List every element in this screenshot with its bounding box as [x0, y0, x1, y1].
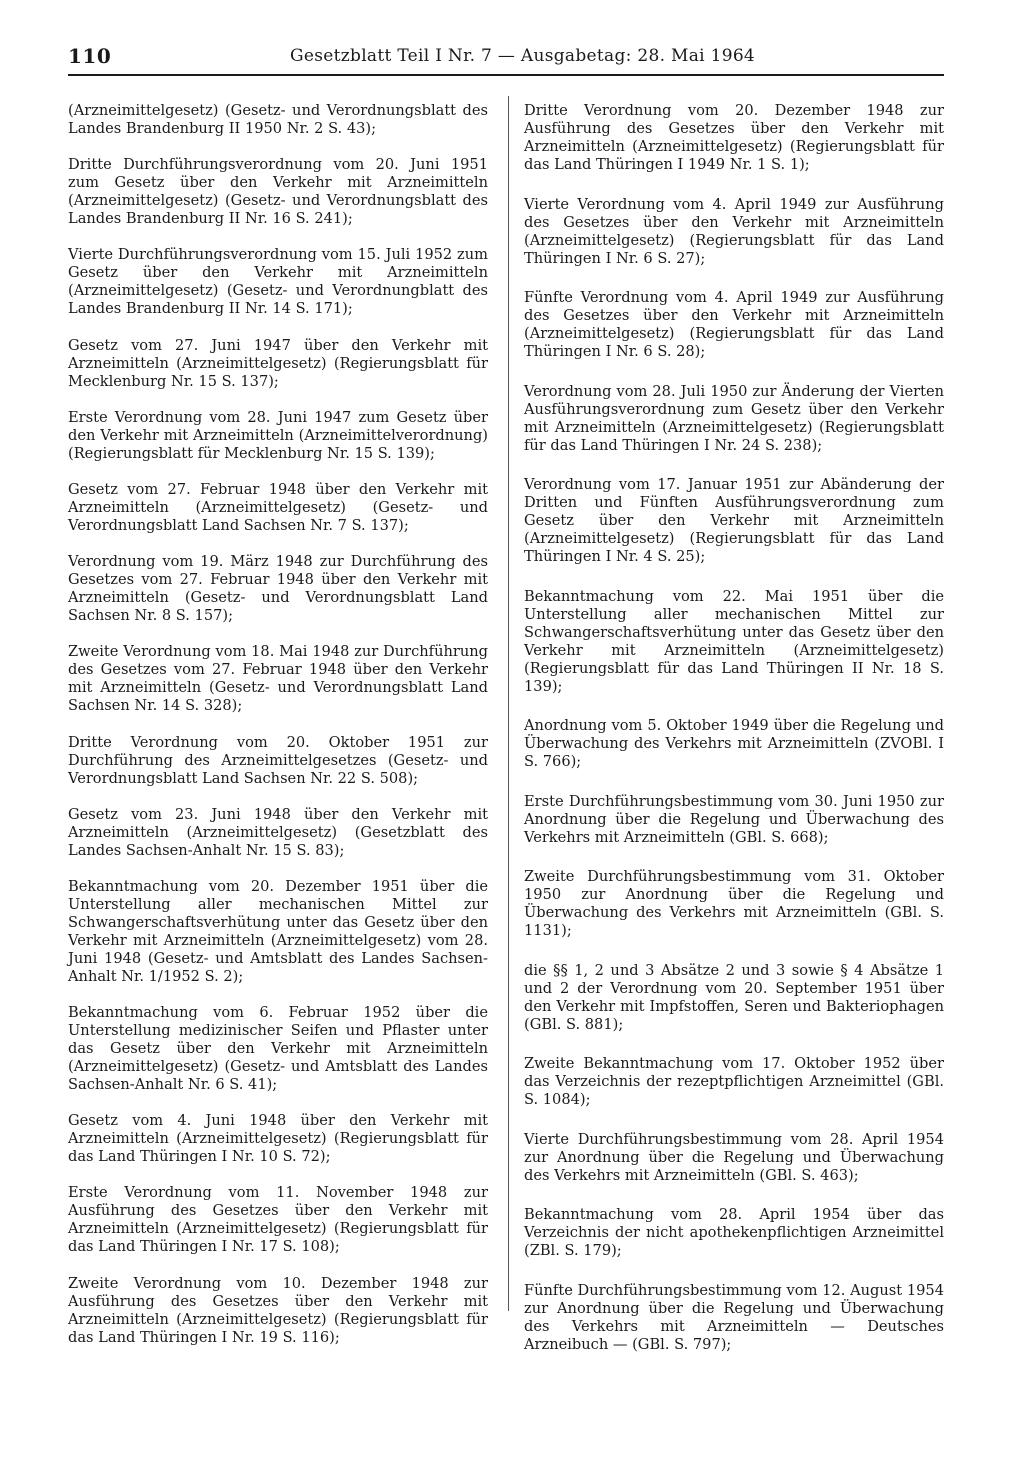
legal-reference-entry: Dritte Durchführungsverordnung vom 20. Juni 1951 zum Gesetz über den Verkehr mit Arzneimitteln (Arzneimittelgesetz) (Gesetz- und Verordnungsblatt des Landes Brandenburg II Nr. 16 S. 241);	[68, 156, 488, 228]
page-number: 110	[68, 44, 112, 68]
legal-reference-entry: Gesetz vom 27. Juni 1947 über den Verkehr mit Arzneimitteln (Arzneimittelgesetz) (Regierungsblatt für Mecklenburg Nr. 15 S. 137);	[68, 336, 488, 390]
legal-reference-entry: Zweite Verordnung vom 18. Mai 1948 zur Durchführung des Gesetzes vom 27. Februar 1948 über den Verkehr mit Arzneimitteln (Gesetz- und Verordnungsblatt Land Sachsen Nr. 14 S. 328);	[68, 643, 488, 715]
right-column	[524, 102, 944, 1375]
legal-reference-entry: Gesetz vom 27. Februar 1948 über den Verkehr mit Arzneimitteln (Arzneimittelgesetz) (Gesetz- und Verordnungsblatt Land Sachsen Nr. 7 S. 137);	[68, 480, 488, 534]
legal-reference-entry: Dritte Verordnung vom 20. Oktober 1951 zur Durchführung des Arzneimittelgesetzes (Gesetz- und Verordnungsblatt Land Sachsen Nr. 22 S. 508);	[68, 733, 488, 787]
header-rule	[68, 74, 944, 76]
legal-reference-entry: Zweite Verordnung vom 10. Dezember 1948 zur Ausführung des Gesetzes über den Verkehr mit Arzneimitteln (Arzneimittelgesetz) (Regierungsblatt für das Land Thüringen I Nr. 19 S. 116);	[68, 1274, 488, 1346]
legal-reference-entry: Fünfte Durchführungsbestimmung vom 12. August 1954 zur Anordnung über die Regelung und Überwachung des Verkehrs mit Arzneimitteln — Deutsches Arzneibuch — (GBl. S. 797);	[524, 1281, 944, 1353]
legal-reference-entry: Vierte Durchführungsverordnung vom 15. Juli 1952 zum Gesetz über den Verkehr mit Arzneimitteln (Arzneimittelgesetz) (Gesetz- und Verordnungblatt des Landes Brandenburg II Nr. 14 S. 171);	[68, 246, 488, 318]
legal-reference-entry: Bekanntmachung vom 28. April 1954 über das Verzeichnis der nicht apothekenpflichtigen Arzneimittel (ZBl. S. 179);	[524, 1206, 944, 1259]
legal-reference-entry: Fünfte Verordnung vom 4. April 1949 zur Ausführung des Gesetzes über den Verkehr mit Arzneimitteln (Arzneimittelgesetz) (Regierungsblatt für das Land Thüringen I Nr. 6 S. 28);	[524, 289, 944, 360]
legal-reference-entry: Verordnung vom 19. März 1948 zur Durchführung des Gesetzes vom 27. Februar 1948 über den Verkehr mit Arzneimitteln (Gesetz- und Verordnungsblatt Land Sachsen Nr. 8 S. 157);	[68, 553, 488, 625]
legal-reference-entry: Bekanntmachung vom 22. Mai 1951 über die Unterstellung aller mechanischen Mittel zur Schwangerschaftsverhütung unter das Gesetz über den Verkehr mit Arzneimitteln (Arzneimittelgesetz) (Regierungsblatt für das Land Thüringen II Nr. 18 S. 139);	[524, 587, 944, 695]
running-title: Gesetzblatt Teil I Nr. 7 — Ausgabetag: 28. Mai 1964	[290, 46, 756, 66]
page-header	[68, 44, 944, 74]
legal-reference-entry: Vierte Verordnung vom 4. April 1949 zur Ausführung des Gesetzes über den Verkehr mit Arzneimitteln (Arzneimittelgesetz) (Regierungsblatt für das Land Thüringen I Nr. 6 S. 27);	[524, 195, 944, 267]
column-divider	[508, 96, 509, 1311]
legal-reference-entry: Erste Verordnung vom 28. Juni 1947 zum Gesetz über den Verkehr mit Arzneimitteln (Arzneimittelverordnung) (Regierungsblatt für Mecklenburg Nr. 15 S. 139);	[68, 408, 488, 462]
legal-reference-entry: Erste Verordnung vom 11. November 1948 zur Ausführung des Gesetzes über den Verkehr mit Arzneimitteln (Arzneimittelgesetz) (Regierungsblatt für das Land Thüringen I Nr. 17 S. 108);	[68, 1184, 488, 1256]
legal-reference-entry: Verordnung vom 17. Januar 1951 zur Abänderung der Dritten und Fünften Ausführungsverordnung zum Gesetz über den Verkehr mit Arzneimitteln (Arzneimittelgesetz) (Regierungsblatt für das Land Thüringen I Nr. 4 S. 25);	[524, 476, 944, 565]
legal-reference-entry: Verordnung vom 28. Juli 1950 zur Änderung der Vierten Ausführungsverordnung zum Gesetz über den Verkehr mit Arzneimitteln (Arzneimittelgesetz) (Regierungsblatt für das Land Thüringen I Nr. 24 S. 238);	[524, 382, 944, 454]
legal-reference-entry: Vierte Durchführungsbestimmung vom 28. April 1954 zur Anordnung über die Regelung und Überwachung des Verkehrs mit Arzneimitteln (GBl. S. 463);	[524, 1130, 944, 1184]
legal-reference-entry: Bekanntmachung vom 6. Februar 1952 über die Unterstellung medizinischer Seifen und Pflaster unter das Gesetz über den Verkehr mit Arzneimitteln (Arzneimittelgesetz) (Gesetz- und Amtsblatt des Landes Sachsen-Anhalt Nr. 6 S. 41);	[68, 1004, 488, 1094]
legal-reference-entry: Anordnung vom 5. Oktober 1949 über die Regelung und Überwachung des Verkehrs mit Arzneimitteln (ZVOBl. I S. 766);	[524, 717, 944, 770]
legal-reference-entry: Erste Durchführungsbestimmung vom 30. Juni 1950 zur Anordnung über die Regelung und Überwachung des Verkehrs mit Arzneimitteln (GBl. S. 668);	[524, 792, 944, 846]
legal-reference-entry: Zweite Bekanntmachung vom 17. Oktober 1952 über das Verzeichnis der rezeptpflichtigen Arzneimittel (GBl. S. 1084);	[524, 1055, 944, 1108]
legal-reference-entry: Zweite Durchführungsbestimmung vom 31. Oktober 1950 zur Anordnung über die Regelung und Überwachung des Verkehrs mit Arzneimitteln (GBl. S. 1131);	[524, 868, 944, 939]
left-column	[68, 102, 488, 1365]
legal-reference-entry: Bekanntmachung vom 20. Dezember 1951 über die Unterstellung aller mechanischen Mittel zur Schwangerschaftsverhütung unter das Gesetz über den Verkehr mit Arzneimitteln (Arzneimittelgesetz) vom 28. Juni 1948 (Gesetz- und Amtsblatt des Landes Sachsen-Anhalt Nr. 1/1952 S. 2);	[68, 877, 488, 985]
legal-reference-entry: (Arzneimittelgesetz) (Gesetz- und Verordnungsblatt des Landes Brandenburg II 1950 Nr. 2 S. 43);	[68, 102, 488, 137]
legal-reference-entry: Dritte Verordnung vom 20. Dezember 1948 zur Ausführung des Gesetzes über den Verkehr mit Arzneimitteln (Arzneimittelgesetz) (Regierungsblatt für das Land Thüringen I 1949 Nr. 1 S. 1);	[524, 102, 944, 173]
legal-reference-entry: die §§ 1, 2 und 3 Absätze 2 und 3 sowie § 4 Absätze 1 und 2 der Verordnung vom 20. September 1951 über den Verkehr mit Impfstoffen, Seren und Bakteriophagen (GBl. S. 881);	[524, 961, 944, 1033]
legal-reference-entry: Gesetz vom 23. Juni 1948 über den Verkehr mit Arzneimitteln (Arzneimittelgesetz) (Gesetzblatt des Landes Sachsen-Anhalt Nr. 15 S. 83);	[68, 805, 488, 859]
legal-reference-entry: Gesetz vom 4. Juni 1948 über den Verkehr mit Arzneimitteln (Arzneimittelgesetz) (Regierungsblatt für das Land Thüringen I Nr. 10 S. 72);	[68, 1112, 488, 1166]
